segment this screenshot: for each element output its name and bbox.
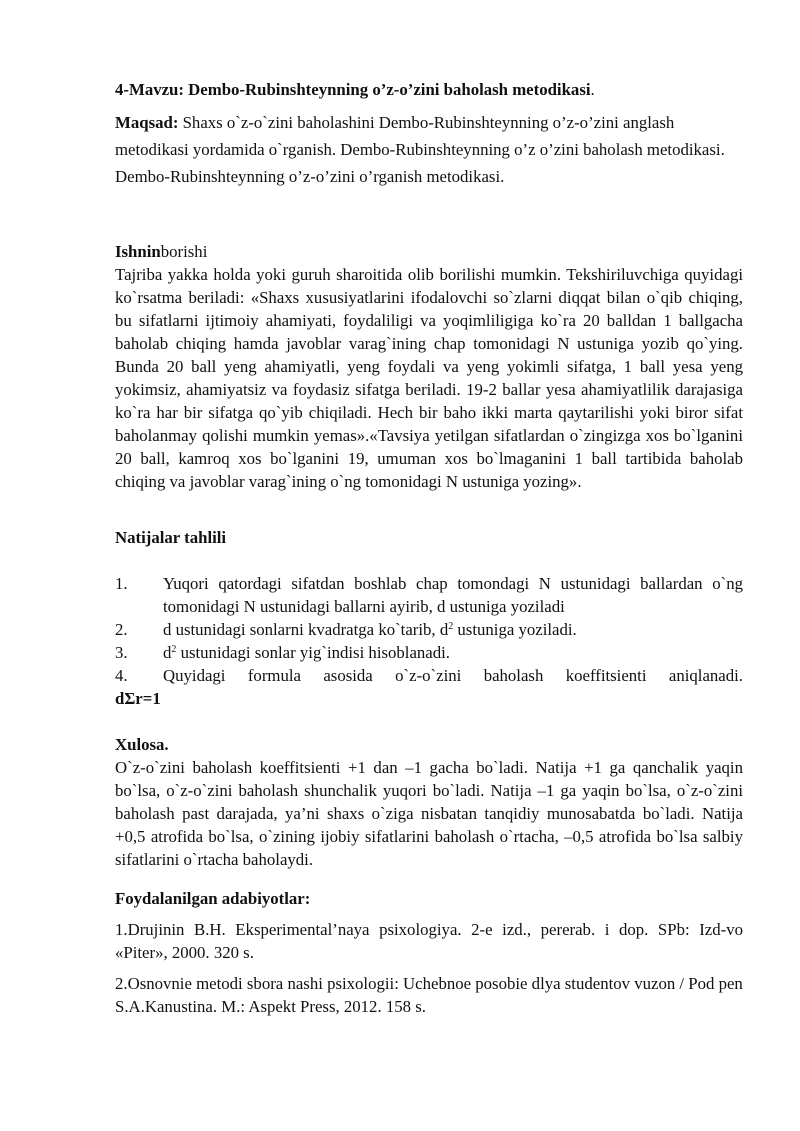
analysis-heading: Natijalar tahlili	[115, 528, 227, 547]
list-number: 3.	[115, 643, 128, 662]
procedure-heading	[115, 240, 743, 263]
superscript: 2	[171, 644, 177, 655]
conclusion-heading: Xulosa.	[115, 735, 169, 754]
page-title	[115, 78, 743, 101]
procedure-body: Tajriba yakka holda yoki guruh sharoitida olib borilishi mumkin. Tekshiriluvchiga quyidagi ko`rsatma beriladi: «Shaxs xususiyatlarini ifodalovchi so`zlarni diqqat bilan o`qib chiqing, bu sifatlarni ijtimoiy ahamiyati, foydaliligi va yoqimliligiga ko`ra 20 balldan 1 ballgacha baholab chiqing hamda javoblar varag`ining chap tomonidagi N ustuniga yozib qo`ying. Bunda 20 ball yeng ahamiyatli, yeng foydali va yeng yokimli sifatga, 1 ball yesa yeng yokimsiz, ahamiyatsiz va foydasiz sifatga beriladi. 19-2 ballar yesa ahamiyatlilik darajasiga ko`ra har bir sifatga qo`yib chiqiladi. Hech bir baho ikki marta qaytarilishi yoki biror sifat baholanmay qolishi mumkin yemas».«Tavsiya yetilgan sifatlardan o`zingizga xos bo`lganini 20 ball, kamroq xos bo`lganini 19, umuman xos bo`lmaganini 1 ball tartibida baholab chiqing va javoblar varag`ining o`ng tomonidagi N ustuniga yozing».	[115, 265, 743, 491]
list-text: Quyidagi formula asosida o`z-o`zini baholash koeffitsienti aniqlanadi.	[163, 666, 743, 685]
goal-label: Maqsad:	[115, 113, 179, 132]
spacer	[115, 190, 743, 240]
procedure-heading-bold: Ishnin	[115, 242, 161, 261]
analysis-item-3	[115, 641, 743, 664]
goal-paragraph	[115, 109, 743, 190]
reference-item: 2.Osnovnie metodi sbora nashi psixologii: Uchebnoe posobie dlya studentov vuzon / Pod pen S.A.Kanustina. M.: Aspekt Press, 2012. 158 s.	[115, 974, 743, 1016]
procedure-heading-rest: borishi	[160, 242, 208, 261]
conclusion-body: O`z-o`zini baholash koeffitsienti +1 dan –1 gacha bo`ladi. Natija +1 ga qanchalik yaqin bo`lsa, o`z-o`zini baholash shunchalik yuqori bo`ladi. Natija –1 ga yaqin bo`lsa, o`z-o`zini baholash past darajada, ya’ni shaxs o`ziga nisbatan tanqidiy munosabatda bo`ladi. Natija +0,5 atrofida bo`lsa, o`zining ijobiy sifatlarini baholash o`rtacha, –0,5 atrofida bo`lsa salbiy sifatlarini o`rtacha baholaydi.	[115, 758, 743, 869]
title-text: 4-Mavzu: Dembo-Rubinshteynning o’z-o’zini baholash metodikasi	[115, 80, 591, 99]
superscript: 2	[448, 621, 454, 632]
list-number: 2.	[115, 620, 128, 639]
list-text: Yuqori qatordagi sifatdan boshlab chap tomondagi N ustunidagi ballardan o`ng tomonidagi N ustunidagi ballarni ayirib, d ustuniga yoziladi	[163, 574, 743, 616]
reference-item: 1.Drujinin B.H. Eksperimental’naya psixologiya. 2-e izd., pererab. i dop. SPb: Izd-vo «Piter», 2000. 320 s.	[115, 920, 743, 962]
list-text: d ustunidagi sonlarni kvadratga ko`tarib, $d^2$ ustuniga yoziladi.	[163, 620, 577, 639]
analysis-item-4	[115, 664, 743, 687]
literature-heading: Foydalanilgan adabiyotlar:	[115, 889, 311, 908]
analysis-item-2	[115, 618, 743, 641]
list-text: $d^2$ ustunidagi sonlar yig`indisi hisoblanadi.	[163, 643, 450, 662]
list-number: 1.	[115, 574, 128, 593]
title-period: .	[590, 80, 595, 99]
goal-text: Shaxs o`z-o`zini baholashini Dembo-Rubinshteynning o’z-o’zini anglash metodikasi yordamida o`rganish. Dembo-Rubinshteynning o’z o’zini baholash metodikasi. Dembo-Rubinshteynning o’z-o’zini o’rganish metodikasi.	[115, 113, 725, 186]
list-number: 4.	[115, 666, 128, 685]
formula: dΣr=1	[115, 689, 161, 708]
analysis-item-1	[115, 572, 743, 618]
